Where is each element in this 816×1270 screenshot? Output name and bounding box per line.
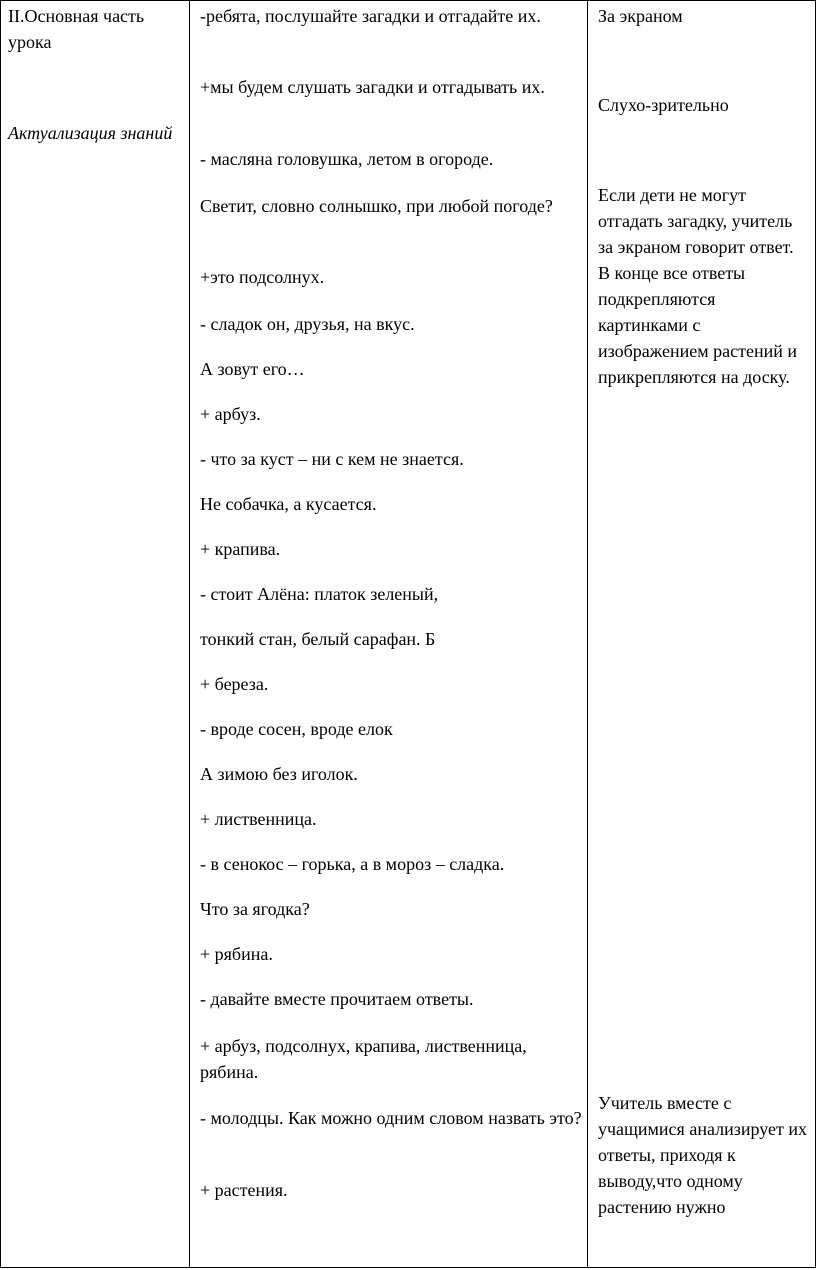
dialogue-line: + арбуз, подсолнух, крапива, лиственница, рябина. xyxy=(200,1036,527,1082)
dialogue-line: + арбуз. xyxy=(200,404,261,424)
section-title: II.Основная часть урока xyxy=(8,6,145,52)
dialogue-line: А зимою без иголок. xyxy=(200,764,358,784)
dialogue-line: А зовут его… xyxy=(200,359,305,379)
dialogue-line: Не собачка, а кусается. xyxy=(200,494,377,514)
dialogue-line: + лиственница. xyxy=(200,809,317,829)
dialogue-cell xyxy=(190,1,588,1268)
dialogue-line: +мы будем слушать загадки и отгадывать их. xyxy=(200,77,545,97)
dialogue-line: + растения. xyxy=(200,1180,288,1200)
dialogue-line: - в сенокос – горька, а в мороз – сладка. xyxy=(200,854,505,874)
note-analysis: Учитель вместе с учащимися анализирует их ответы, приходя к выводу,что одному растению нужно xyxy=(598,1093,807,1217)
note-instructions: Если дети не могут отгадать загадку, учитель за экраном говорит ответ. В конце все ответы подкрепляются картинками с изображением растений и прикрепляются на доску. xyxy=(598,185,797,387)
notes-cell xyxy=(588,1,816,1268)
dialogue-line: -ребята, послушайте загадки и отгадайте их. xyxy=(200,6,541,26)
dialogue-line: - вроде сосен, вроде елок xyxy=(200,719,393,739)
dialogue-line: Что за ягодка? xyxy=(200,899,310,919)
dialogue-line: - масляна головушка, летом в огороде. xyxy=(200,149,494,169)
note-form: За экраном xyxy=(598,6,683,26)
dialogue-line: + рябина. xyxy=(200,944,273,964)
dialogue-line: тонкий стан, белый сарафан. Б xyxy=(200,629,436,649)
stage-name: Актуализация знаний xyxy=(8,123,173,143)
dialogue-line: - стоит Алёна: платок зеленый, xyxy=(200,584,439,604)
stage-cell xyxy=(1,1,190,1268)
table-row xyxy=(1,1,816,1268)
dialogue-line: - что за куст – ни с кем не знается. xyxy=(200,449,464,469)
dialogue-line: +это подсолнух. xyxy=(200,267,325,287)
dialogue-line: Светит, словно солнышко, при любой погоде? xyxy=(200,196,553,216)
dialogue-line: + береза. xyxy=(200,674,269,694)
dialogue-line: - сладок он, друзья, на вкус. xyxy=(200,314,415,334)
note-method: Слухо-зрительно xyxy=(598,95,729,115)
dialogue-line: - молодцы. Как можно одним словом назвать это? xyxy=(200,1108,582,1128)
dialogue-line: - давайте вместе прочитаем ответы. xyxy=(200,989,474,1009)
dialogue-line: + крапива. xyxy=(200,539,281,559)
